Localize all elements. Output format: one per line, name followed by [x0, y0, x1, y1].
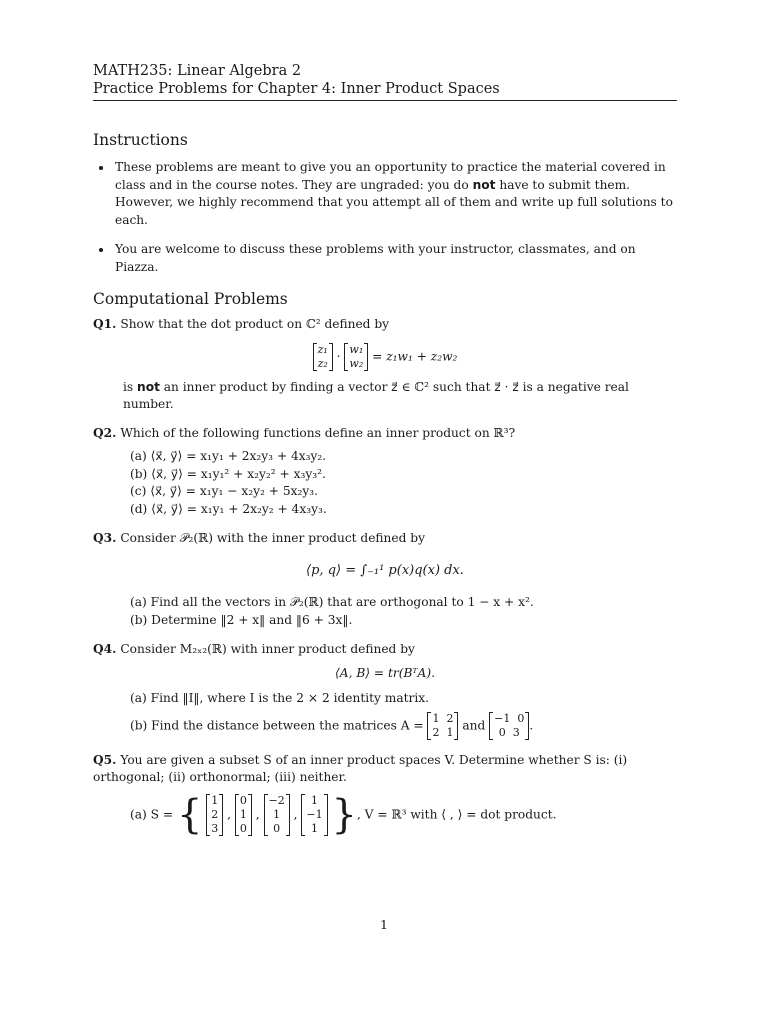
vector-z: z₁ z₂ [313, 343, 333, 371]
matrix-entry: 1 [446, 725, 454, 739]
question-part: (a) S = { 1 2 3 , 0 1 0 , −2 1 0 , 1 −1 1 }, V = ℝ³ with ⟨ , ⟩ = dot product. [130, 791, 557, 838]
question-number: Q2. [93, 426, 117, 440]
question-emphasis: not [137, 380, 160, 394]
document-page [93, 62, 677, 836]
instruction-item [113, 159, 677, 229]
instruction-text: These problems are meant to give you an opportunity to practice the material covered in class and in the course notes. They are ungraded: you do [115, 160, 666, 192]
matrix-entry: 1 [432, 711, 440, 725]
vector-entry: 0 [239, 821, 247, 835]
vector-entry: 3 [211, 821, 219, 835]
matrix-entry: 3 [512, 725, 520, 739]
header-rule [93, 100, 677, 101]
matrix-a [427, 712, 458, 740]
set-vector [235, 794, 252, 836]
instruction-text: have to submit them. However, we highly recommend that you attempt all of them and write up full solutions to each. [115, 177, 673, 227]
question-4 [93, 641, 677, 658]
question-text: Which of the following functions define an inner product on ℝ³? [120, 426, 516, 440]
vector-entry: 0 [239, 793, 247, 807]
vector-entry: 1 [239, 807, 247, 821]
question-text: , V = ℝ³ with ⟨ , ⟩ = dot product. [356, 807, 557, 821]
instruction-item: • You are welcome to discuss these problems with your instructor, classmates, and on Piazza. [113, 241, 677, 276]
question-part: (b) Find the distance between the matrices A = 1 2 2 1 and −1 0 0 3 . [130, 711, 534, 739]
integral-equation: ⟨p, q⟩ = ∫₋₁¹ p(x)q(x) dx. [306, 563, 464, 578]
question-5 [93, 752, 677, 786]
matrix-entry: −1 [494, 711, 511, 725]
vector-entry: −1 [306, 807, 323, 821]
set-vector [301, 794, 327, 836]
instructions-heading: Instructions [93, 131, 188, 149]
question-text: Consider 𝒫₂(ℝ) with the inner product defined by [120, 531, 425, 545]
matrix-entry: 2 [446, 711, 454, 725]
equation-rhs: = z₁w₁ + z₂w₂ [372, 349, 458, 364]
page-number: 1 [380, 917, 388, 932]
vector-entry: 1 [311, 821, 318, 835]
question-part: (b) ⟨x⃗, y⃗⟩ = x₁y₁² + x₂y₂² + x₃y₃². [130, 466, 326, 481]
question-part: (a) Find all the vectors in 𝒫₂(ℝ) that are orthogonal to 1 − x + x². [130, 595, 534, 609]
question-text: You are given a subset S of an inner product spaces V. Determine whether S is: (i) orthogonal; (ii) orthonormal; (iii) neither. [93, 752, 628, 784]
vector-entry: −2 [268, 793, 285, 807]
matrix-entry: 0 [517, 711, 525, 725]
question-text: (a) S = [130, 807, 174, 821]
vector-entry: 0 [273, 821, 281, 835]
question-text: and [462, 718, 486, 732]
question-2 [93, 425, 677, 442]
question-part: (d) ⟨x⃗, y⃗⟩ = x₁y₁ + 2x₂y₂ + 4x₃y₃. [130, 501, 327, 516]
vector-entry: 1 [273, 807, 281, 821]
computational-heading: Computational Problems [93, 290, 288, 308]
set-vector [206, 794, 223, 836]
question-number: Q3. [93, 531, 117, 545]
dot-product-equation: z₁ z₂ · w₁ w₂ = z₁w₁ + z₂w₂ [93, 343, 677, 371]
question-text: an inner product by finding a vector z⃗ ∈ ℂ² such that z⃗ · z⃗ is a negative real number. [123, 380, 629, 411]
question-1-tail [123, 379, 677, 413]
question-3-parts [93, 594, 677, 629]
question-number: Q4. [93, 642, 117, 656]
matrix-entry: 2 [432, 725, 440, 739]
question-text: is [123, 380, 138, 394]
question-1 [93, 316, 677, 333]
question-part: (c) ⟨x⃗, y⃗⟩ = x₁y₁ − x₂y₂ + 5x₂y₃. [130, 484, 318, 498]
question-2-parts [93, 448, 677, 518]
course-title: MATH235: Linear Algebra 2 [93, 63, 302, 79]
trace-equation: ⟨A, B⟩ = tr(BᵀA). [335, 666, 435, 680]
question-number: Q5. [93, 752, 117, 767]
document-subtitle: Practice Problems for Chapter 4: Inner Product Spaces [93, 81, 500, 97]
vector-w: w₁ w₂ [344, 343, 368, 371]
vector-entry: 2 [211, 807, 219, 821]
right-brace: } [331, 791, 357, 838]
instruction-emphasis: not [472, 177, 496, 192]
question-part: (b) Determine ‖2 + x‖ and ‖6 + 3x‖. [130, 612, 353, 627]
left-brace: { [176, 791, 203, 838]
vector-entry: 1 [311, 793, 318, 807]
question-3 [93, 530, 677, 547]
set-vector [264, 794, 290, 836]
question-part: (a) Find ‖I‖, where I is the 2 × 2 identity matrix. [130, 691, 429, 705]
question-text: Consider M₂ₓ₂(ℝ) with inner product defined by [120, 642, 415, 656]
matrix-b [489, 712, 529, 740]
question-text: (b) Find the distance between the matrices A = [130, 718, 424, 732]
instructions-list [93, 159, 677, 276]
vector-entry: 1 [211, 793, 219, 807]
matrix-entry: 0 [498, 725, 506, 739]
question-text: Show that the dot product on ℂ² defined by [120, 317, 390, 331]
question-number: Q1. [93, 317, 117, 331]
question-part: (a) ⟨x⃗, y⃗⟩ = x₁y₁ + 2x₂y₃ + 4x₃y₂. [130, 449, 327, 463]
